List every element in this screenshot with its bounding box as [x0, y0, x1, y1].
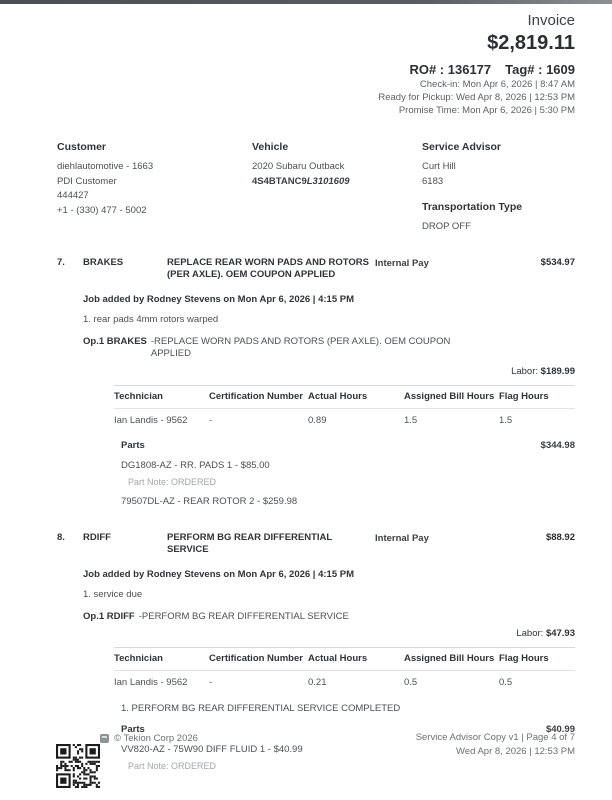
- vehicle-heading: Vehicle: [252, 141, 289, 153]
- technician-cell: Ian Landis - 9562: [114, 414, 188, 426]
- customer-heading: Customer: [57, 141, 107, 153]
- job-header: [57, 257, 575, 282]
- job-pay-type: Internal Pay: [375, 257, 429, 269]
- technician-cell: Ian Landis - 9562: [114, 677, 188, 688]
- footer-left: [100, 733, 198, 744]
- job-complaint: 1. rear pads 4mm rotors warped: [83, 313, 219, 325]
- parts-label: Parts: [121, 439, 145, 451]
- vin-prefix: 4S4BTANC9: [252, 175, 307, 187]
- flag-hours-cell: 0.5: [499, 677, 513, 688]
- transportation-heading: Transportation Type: [422, 201, 523, 213]
- part-line: VV820-AZ - 75W90 DIFF FLUID 1 - $40.99: [121, 744, 303, 755]
- job-header: [57, 532, 575, 557]
- part-note: Part Note: ORDERED: [128, 476, 217, 487]
- vin-suffix: L3101609: [306, 175, 350, 187]
- labor-line: [83, 628, 575, 640]
- service-advisor-block: [422, 141, 575, 235]
- labor-table-header: [114, 647, 575, 671]
- parts-total: $40.99: [545, 724, 575, 735]
- copyright-text: © Tekion Corp 2026: [114, 733, 198, 744]
- col-flag-hours: Flag Hours: [499, 390, 549, 402]
- parts-label: Parts: [121, 724, 145, 735]
- col-actual-hours: Actual Hours: [308, 390, 368, 402]
- assigned-bill-hours-cell: 1.5: [404, 414, 418, 426]
- actual-hours-cell: 0.89: [308, 414, 327, 426]
- job-pay-type: Internal Pay: [375, 532, 429, 544]
- service-advisor-heading: Service Advisor: [422, 141, 501, 153]
- job-added-by: Job added by Rodney Stevens on Mon Apr 6, 2026 | 4:15 PM: [83, 568, 355, 580]
- invoice-total-amount: $2,819.11: [487, 32, 575, 54]
- part-line: 79507DL-AZ - REAR ROTOR 2 - $259.98: [121, 495, 298, 507]
- customer-type: PDI Customer: [57, 175, 117, 187]
- customer-block: [57, 141, 252, 235]
- job-body: [83, 294, 575, 508]
- service-advisor-number: 6183: [422, 175, 444, 187]
- parts-section: [121, 440, 575, 508]
- labor-amount: $47.93: [545, 628, 575, 639]
- transportation-block: [422, 201, 575, 235]
- job-code: RDIFF: [83, 531, 111, 543]
- actual-hours-cell: 0.21: [308, 677, 327, 688]
- job-number: 7.: [57, 256, 65, 268]
- labor-table-row: [114, 409, 575, 431]
- transportation-value: DROP OFF: [422, 221, 471, 232]
- job-title: REPLACE REAR WORN PADS AND ROTORS (PER AXLE). OEM COUPON APPLIED: [167, 256, 369, 280]
- invoice-title: Invoice: [527, 12, 575, 29]
- operation-description: -PERFORM BG REAR DIFFERENTIAL SERVICE: [138, 610, 349, 622]
- invoice-page: [0, 4, 612, 772]
- tekion-logo-icon: [100, 734, 109, 743]
- ro-tag-line: [57, 62, 575, 78]
- ro-number: RO# : 136177: [409, 62, 492, 77]
- col-technician: Technician: [114, 653, 163, 664]
- job-section-brakes: [57, 257, 575, 508]
- footer-right: [416, 731, 575, 758]
- customer-name: diehlautomotive - 1663: [57, 161, 154, 172]
- copy-info: Service Advisor Copy v1 | Page 4 of 7: [415, 732, 575, 743]
- col-assigned-bill-hours: Assigned Bill Hours: [404, 390, 495, 402]
- job-operation: [83, 336, 575, 361]
- assigned-bill-hours-cell: 0.5: [404, 677, 418, 688]
- labor-table-header: [114, 385, 575, 409]
- promise-time-line: Promise Time: Mon Apr 6, 2026 | 5:30 PM: [398, 105, 575, 116]
- parts-header: [121, 440, 575, 452]
- certification-cell: -: [209, 414, 213, 426]
- col-assigned-bill-hours: Assigned Bill Hours: [404, 653, 495, 664]
- page-footer: [57, 731, 575, 795]
- labor-label: Labor:: [516, 628, 544, 639]
- job-story: 1. PERFORM BG REAR DIFFERENTIAL SERVICE COMPLETED: [121, 703, 401, 714]
- labor-table: [114, 647, 575, 693]
- part-note: Part Note: ORDERED: [128, 761, 217, 771]
- print-timestamp: Wed Apr 8, 2026 | 12:53 PM: [455, 745, 575, 757]
- qr-code: [56, 744, 100, 788]
- vehicle-block: [252, 141, 422, 235]
- invoice-header: [57, 4, 575, 117]
- job-operation: [83, 611, 575, 624]
- labor-table-row: [114, 671, 575, 693]
- vehicle-vin: [252, 175, 422, 190]
- certification-cell: -: [209, 677, 213, 688]
- col-certification-number: Certification Number: [209, 390, 303, 402]
- job-code: BRAKES: [83, 256, 124, 268]
- col-certification-number: Certification Number: [209, 653, 303, 664]
- col-technician: Technician: [114, 390, 163, 402]
- labor-table: [114, 385, 575, 431]
- flag-hours-cell: 1.5: [499, 414, 513, 426]
- service-advisor-name: Curt Hill: [422, 161, 456, 172]
- customer-phone: +1 - (330) 477 - 5002: [57, 204, 147, 216]
- parts-total: $344.98: [540, 439, 575, 451]
- operation-label: Op.1 BRAKES: [83, 335, 147, 347]
- job-amount: $88.92: [545, 531, 575, 543]
- labor-label: Labor:: [511, 365, 539, 377]
- operation-description: -REPLACE WORN PADS AND ROTORS (PER AXLE). OEM COUPON APPLIED: [150, 335, 451, 359]
- job-added-by: Job added by Rodney Stevens on Mon Apr 6, 2026 | 4:15 PM: [83, 293, 355, 305]
- job-complaint: 1. service due: [83, 588, 143, 600]
- job-title: PERFORM BG REAR DIFFERENTIAL SERVICE: [167, 531, 333, 555]
- job-amount: $534.97: [540, 256, 575, 268]
- labor-line: [83, 366, 575, 378]
- col-flag-hours: Flag Hours: [499, 653, 549, 664]
- col-actual-hours: Actual Hours: [308, 653, 368, 664]
- tag-number: Tag# : 1609: [505, 62, 575, 77]
- job-number: 8.: [57, 531, 65, 543]
- customer-number: 444427: [57, 190, 89, 201]
- vehicle-model: 2020 Subaru Outback: [252, 161, 345, 172]
- checkin-line: Check-in: Mon Apr 6, 2026 | 8:47 AM: [419, 79, 575, 90]
- operation-label: Op.1 RDIFF: [83, 610, 135, 622]
- ready-for-pickup-line: Ready for Pickup: Wed Apr 8, 2026 | 12:53 PM: [378, 92, 575, 103]
- part-line: DG1808-AZ - RR. PADS 1 - $85.00: [121, 459, 270, 471]
- info-row: [57, 141, 575, 235]
- labor-amount: $189.99: [540, 365, 575, 377]
